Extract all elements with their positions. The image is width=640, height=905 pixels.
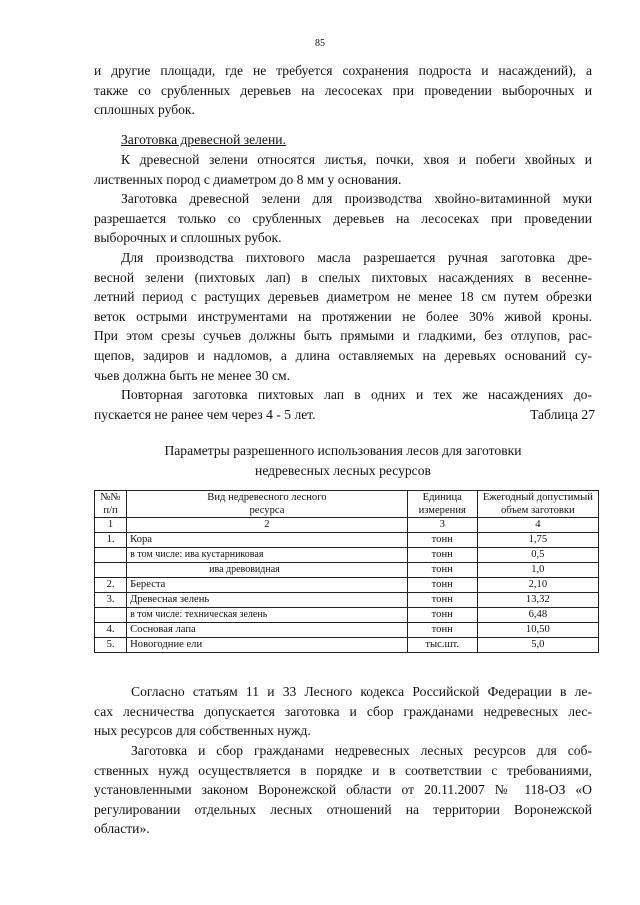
cell-unit: тонн xyxy=(407,593,477,608)
text-line: выборочных и сплошных рубок. xyxy=(94,230,282,246)
text-line: сах лесничества допускается заготовка и сбор гражданами недревесных лес- xyxy=(94,703,592,719)
cell-volume: 10,50 xyxy=(477,623,598,638)
cell-unit: тонн xyxy=(407,563,477,578)
cell-resource: Сосновая лапа xyxy=(127,623,408,638)
cell-unit: тонн xyxy=(407,533,477,548)
text-line: Согласно статьям 11 и 33 Лесного кодекса Российской Федерации в ле- xyxy=(131,684,592,699)
header-num: №№ п/п xyxy=(95,491,127,518)
table-row xyxy=(95,563,599,578)
table-row xyxy=(95,533,599,548)
cell-volume: 5,0 xyxy=(477,638,598,653)
cell-volume: 0,5 xyxy=(477,548,598,563)
table-index-row xyxy=(95,518,599,533)
index-cell: 3 xyxy=(407,518,477,533)
text-line: Заготовка и сбор гражданами недревесных лесных ресурсов для соб- xyxy=(131,743,592,758)
table-row xyxy=(95,608,599,623)
table-row xyxy=(95,593,599,608)
text-line: При этом срезы сучьев должны быть прямыми и гладкими, без отлупов, рас- xyxy=(94,328,592,344)
text-line: установленными законом Воронежской области от 20.11.2007 № 118-ОЗ «О xyxy=(94,782,592,798)
cell-num xyxy=(95,563,127,578)
table-row xyxy=(95,548,599,563)
cell-unit: тонн xyxy=(407,578,477,593)
paragraph-3 xyxy=(94,189,592,248)
cell-volume: 6,48 xyxy=(477,608,598,623)
cell-unit: тонн xyxy=(407,548,477,563)
text-line: ных ресурсов для собственных нужд. xyxy=(94,723,311,739)
text-line: лиственных пород с диаметром до 8 мм у основания. xyxy=(94,171,402,187)
paragraph-6 xyxy=(94,682,592,741)
page-number: 85 xyxy=(315,38,325,49)
table-label: Таблица 27 xyxy=(530,407,595,422)
cell-num xyxy=(95,608,127,623)
cell-resource: в том числе: ива кустарниковая xyxy=(127,548,408,563)
paragraph-7 xyxy=(94,741,592,839)
text-line: пускается не ранее чем через 4 - 5 лет. xyxy=(94,406,316,422)
text-line: и другие площади, где не требуется сохранения подроста и насаждений), а xyxy=(94,63,592,78)
cell-num xyxy=(95,548,127,563)
table-row xyxy=(95,638,599,653)
cell-num: 1. xyxy=(95,533,127,548)
text-line: ственных нужд осуществляется в порядке и в соответствии с требованиями, xyxy=(94,762,592,778)
text-line: регулировании отдельных лесных отношений на территории Воронежской xyxy=(94,801,592,817)
cell-unit: тонн xyxy=(407,608,477,623)
table-title-line: Параметры разрешенного использования лесов для заготовки xyxy=(164,443,522,458)
text-line: сплошных рубок. xyxy=(94,102,195,118)
table-row xyxy=(95,578,599,593)
section-heading-text: Заготовка древесной зелени. xyxy=(121,132,286,147)
cell-volume: 1,75 xyxy=(477,533,598,548)
cell-num: 5. xyxy=(95,638,127,653)
cell-resource: Береста xyxy=(127,578,408,593)
cell-unit: тонн xyxy=(407,623,477,638)
paragraph-1 xyxy=(94,61,592,120)
text-line: разрешается только со срубленных деревьев на лесосеках при проведении xyxy=(94,210,592,226)
header-kind: Вид недревесного лесного ресурса xyxy=(127,491,408,518)
table-header-row xyxy=(95,491,599,518)
table-title xyxy=(94,441,592,480)
cell-unit: тыс.шт. xyxy=(407,638,477,653)
table-body xyxy=(95,533,599,653)
text-line: Заготовка древесной зелени для производства хвойно-витаминной муки xyxy=(121,191,592,206)
text-line: области». xyxy=(94,821,150,837)
cell-num: 2. xyxy=(95,578,127,593)
cell-resource: Кора xyxy=(127,533,408,548)
text-line: весной зелени (пихтовых лап) в спелых пихтовых насаждениях в весенне- xyxy=(94,269,592,285)
paragraph-4 xyxy=(94,248,592,385)
text-line: летний период с растущих деревьев диаметром не менее 18 см путем обрезки xyxy=(94,289,592,305)
table-row xyxy=(95,623,599,638)
cell-volume: 1,0 xyxy=(477,563,598,578)
cell-volume: 13,32 xyxy=(477,593,598,608)
header-volume: Ежегодный допустимый объем заготовки xyxy=(477,491,598,518)
paragraph-5 xyxy=(94,385,592,424)
cell-num: 3. xyxy=(95,593,127,608)
text-line: Для производства пихтового масла разрешается ручная заготовка дре- xyxy=(121,250,592,265)
cell-num: 4. xyxy=(95,623,127,638)
parameters-table xyxy=(94,490,599,653)
cell-resource: Новогодние ели xyxy=(127,638,408,653)
text-line: также со срубленных деревьев на лесосеках при проведении выборочных и xyxy=(94,82,592,98)
cell-resource: ива древовидная xyxy=(127,563,408,578)
header-unit: Единица измерения xyxy=(407,491,477,518)
text-line: щепов, задиров и надломов, а длина оставляемых на деревьях оснований су- xyxy=(94,347,592,363)
index-cell: 1 xyxy=(95,518,127,533)
text-line: К древесной зелени относятся листья, почки, хвоя и побеги хвойных и xyxy=(121,152,592,167)
index-cell: 2 xyxy=(127,518,408,533)
section-heading xyxy=(121,130,592,150)
cell-volume: 2,10 xyxy=(477,578,598,593)
cell-resource: Древесная зелень xyxy=(127,593,408,608)
paragraph-2 xyxy=(94,150,592,189)
table-title-line: недревесных лесных ресурсов xyxy=(255,462,431,478)
text-line: чьев должна быть не менее 30 см. xyxy=(94,367,291,383)
cell-resource: в том числе: техническая зелень xyxy=(127,608,408,623)
index-cell: 4 xyxy=(477,518,598,533)
text-line: Повторная заготовка пихтовых лап в одних и тех же насаждениях до- xyxy=(121,387,592,402)
text-line: веток острыми инструментами на протяжении не более 30% живой кроны. xyxy=(94,308,592,324)
